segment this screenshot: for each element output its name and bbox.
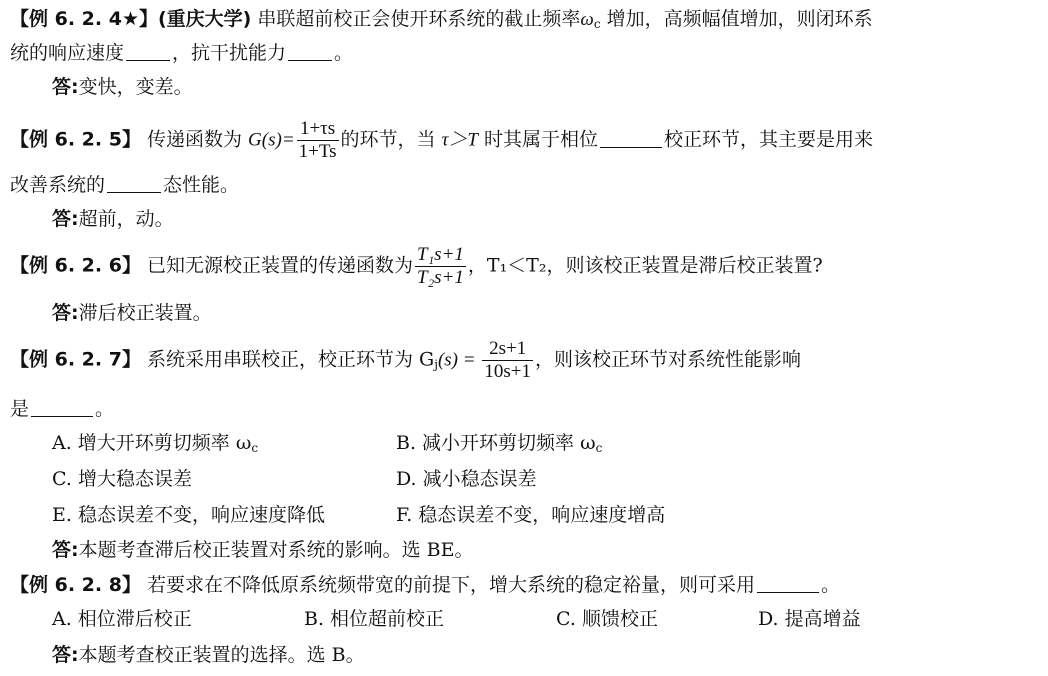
ex625-condition: τ＞T bbox=[441, 129, 478, 151]
answer-text: 滞后校正装置。 bbox=[78, 302, 212, 324]
fraction-denominator: 1+Ts bbox=[298, 141, 337, 162]
fraction-numerator: 1+τs bbox=[297, 118, 339, 141]
ex625-text3: 时其属于相位 bbox=[477, 128, 598, 151]
ex624-text2: 增加，高频幅值增加，则闭环系 bbox=[600, 8, 873, 30]
ex625-line2 bbox=[10, 172, 239, 198]
omega-subscript: c bbox=[593, 17, 601, 31]
ex626-text2: ，T₁＜T₂，则该校正装置是滞后校正装置? bbox=[467, 254, 823, 277]
ex625-line2a: 改善系统的 bbox=[10, 174, 106, 196]
ex626-text1: 已知无源校正装置的传递函数为 bbox=[140, 254, 413, 277]
ex626-answer bbox=[52, 300, 212, 326]
ex627-answer bbox=[52, 537, 473, 563]
ex627-tag: 【例 6. 2. 7】 bbox=[10, 348, 141, 371]
option-a: A. 相位滞后校正 bbox=[52, 608, 192, 630]
ex627-text3: ，则该校正环节对系统性能影响 bbox=[534, 348, 801, 371]
option-b: B. 相位超前校正 bbox=[304, 608, 445, 630]
ex627-text2: (s) = bbox=[437, 349, 481, 371]
option-e: E. 稳态误差不变，响应速度降低 bbox=[52, 504, 325, 526]
option-a bbox=[52, 430, 258, 461]
ex624-line1 bbox=[10, 6, 873, 37]
ex625-text2: 的环节，当 bbox=[340, 128, 442, 151]
answer-label: 答: bbox=[52, 539, 79, 561]
ex624-line2a: 统的响应速度 bbox=[10, 42, 125, 64]
ex628-text1: 若要求在不降低原系统频带宽的前提下，增大系统的稳定裕量，则可采用 bbox=[140, 574, 755, 596]
ex625-line2b: 态性能。 bbox=[163, 174, 240, 196]
ex628-answer bbox=[52, 642, 365, 668]
ex625-fraction bbox=[297, 118, 339, 163]
ex625-text1: 传递函数为 bbox=[140, 128, 249, 151]
ex628-tag: 【例 6. 2. 8】 bbox=[10, 574, 141, 596]
ex628-line1 bbox=[10, 572, 840, 598]
omega-symbol: ω bbox=[580, 9, 594, 30]
fraction-denominator: T₂s+1 bbox=[417, 267, 464, 288]
answer-label: 答: bbox=[52, 208, 79, 230]
answer-blank bbox=[31, 398, 93, 417]
ex625-func: G(s)= bbox=[248, 129, 295, 151]
option-a-subscript: c bbox=[251, 441, 259, 455]
answer-blank bbox=[107, 174, 161, 193]
ex625-line1 bbox=[10, 118, 873, 163]
option-b-text: B. 减小开环剪切频率 ω bbox=[396, 432, 596, 454]
ex624-tag: 【例 6. 2. 4★】 bbox=[10, 8, 158, 30]
fraction-numerator: T₁s+1 bbox=[417, 244, 464, 265]
option-c: C. 增大稳态误差 bbox=[52, 468, 192, 490]
ex624-text1: 串联超前校正会使开环系统的截止频率 bbox=[251, 8, 581, 30]
ex628-text2: 。 bbox=[821, 574, 841, 596]
option-b-subscript: c bbox=[595, 441, 603, 455]
answer-text: 变快，变差。 bbox=[78, 76, 193, 98]
answer-blank bbox=[757, 574, 819, 593]
ex627-line2 bbox=[10, 396, 114, 422]
option-d: D. 提高增益 bbox=[758, 608, 861, 630]
answer-text: 本题考查校正装置的选择。选 B。 bbox=[78, 644, 365, 666]
option-c: C. 顺馈校正 bbox=[556, 608, 658, 630]
ex624-line2 bbox=[10, 40, 353, 66]
answer-text: 本题考查滞后校正装置对系统的影响。选 BE。 bbox=[78, 539, 474, 561]
ex624-source: (重庆大学) bbox=[157, 8, 252, 30]
ex627-line2b: 。 bbox=[95, 398, 115, 420]
ex624-line2b: ，抗干扰能力 bbox=[172, 42, 287, 64]
fraction-numerator: 2s+1 bbox=[482, 338, 533, 361]
option-b bbox=[396, 430, 602, 461]
ex627-line1 bbox=[10, 338, 801, 383]
ex626-fraction bbox=[415, 244, 466, 289]
ex625-tag: 【例 6. 2. 5】 bbox=[10, 128, 141, 151]
answer-blank bbox=[600, 129, 662, 148]
answer-blank bbox=[288, 42, 332, 61]
ex624-line2c: 。 bbox=[334, 42, 354, 64]
ex626-line1 bbox=[10, 244, 823, 289]
fraction-denominator: 10s+1 bbox=[484, 361, 531, 382]
ex624-answer bbox=[52, 74, 193, 100]
answer-label: 答: bbox=[52, 302, 79, 324]
option-a-text: A. 增大开环剪切频率 ω bbox=[52, 432, 252, 454]
ex625-text4: 校正环节，其主要是用来 bbox=[664, 128, 874, 151]
answer-blank bbox=[126, 42, 170, 61]
answer-label: 答: bbox=[52, 644, 79, 666]
ex627-line2a: 是 bbox=[10, 398, 30, 420]
ex625-answer bbox=[52, 206, 174, 232]
answer-text: 超前，动。 bbox=[78, 208, 174, 230]
answer-label: 答: bbox=[52, 76, 79, 98]
ex627-fraction bbox=[482, 338, 533, 383]
option-f: F. 稳态误差不变，响应速度增高 bbox=[396, 504, 666, 526]
ex627-text1: 系统采用串联校正，校正环节为 G bbox=[140, 348, 435, 371]
option-d: D. 减小稳态误差 bbox=[396, 468, 537, 490]
ex627-subscript: j bbox=[434, 357, 438, 372]
ex626-tag: 【例 6. 2. 6】 bbox=[10, 254, 141, 277]
